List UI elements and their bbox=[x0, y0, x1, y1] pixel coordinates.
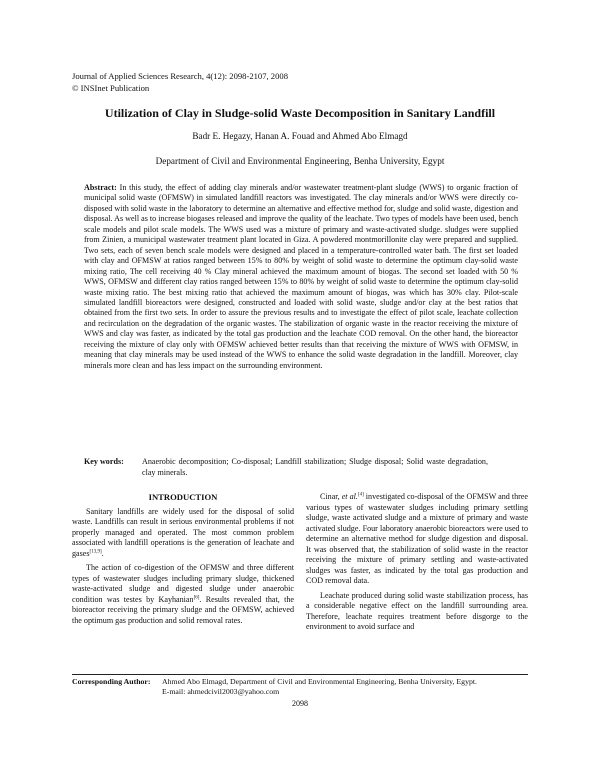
author-list: Badr E. Hegazy, Hanan A. Fouad and Ahmed Abo Elmagd bbox=[192, 131, 408, 141]
keywords-label: Key words: bbox=[84, 457, 124, 466]
abstract-text: In this study, the effect of adding clay minerals and/or wastewater treatment-plant sludge (WWS) to organic fraction of municipal solid waste (OFMSW) in simulated landfill reactors was investigated. The clay minerals and/or WWS were directly co-disposed with solid waste in the laboratory to determine an alternative and effective method for, sludge and solid waste, digestion and disposal. As well as to increase biogases released and improve the quality of the leachate. Two types of models have been used, bench scale models and pilot scale models. The WWS used was a mixture of primary and waste-activated sludge. sludges were supplied from Zinien, a municipal wastewater treatment plant located in Giza. A powdered montmorillonite clay were prepared and supplied. Two sets, each of seven bench scale models were designed and placed in a temperature-controlled water bath. The first set loaded with clay and OFMSW at ratios ranged between 15% to 80% by weight of solid waste to determine the optimum clay-solid waste mixing ratio, The cell receiving 40 % Clay mineral achieved the maximum amount of biogas. The second set loaded with 50 % WWS, OFMSW and different clay ratios ranged between 15% to 80% by weight of solid waste to determine the optimum clay-solid waste mixing ratio. The best mixing ratio that achieved the maximum amount of biogas, was which has 30% clay. Pilot-scale simulated landfill bioreactors were designed, constructed and loaded with solid waste, sludge and/or clay at the best ratios that obtained from the first two sets. In order to assure the previous results and to investigate the effect of pilot scale, leachate collection and recirculation on the degradation of the organic wastes. The stabilization of organic waste in the reactor receiving the mixture of WWS and clay was faster, as indicated by the total gas production and the leachate COD removal. On the other hand, the bioreactor receiving the mixture of clay only with OFMSW achieved better results than that receiving the mixture of WWS with OFMSW, in meaning that clay minerals may be used instead of the WWS to enhance the solid waste degradation in the landfill. Moreover, clay minerals more clean and has less impact on the surrounding environment. bbox=[84, 183, 518, 370]
right-column bbox=[306, 492, 528, 637]
intro-p3-author: Cinar, bbox=[320, 492, 342, 501]
abstract bbox=[84, 183, 518, 371]
citation-ref: [6] bbox=[193, 594, 200, 600]
intro-p3-etal: et al. bbox=[341, 492, 358, 501]
intro-p3-text: investigated co-disposal of the OFMSW and three various types of wastewater sludges including primary settling sludge, waste activated sludge and a mixture of primary and waste activated sludge. Four laboratory anaerobic bioreactors were used to determine an alternative method for sludge digestion and disposal. It was observed that, the stabilization of solid waste in the reactor receiving the mixture of primary settling and waste-activated sludges was faster, as indicated by the total gas production and COD removal data. bbox=[306, 492, 528, 585]
citation-ref: [13,9] bbox=[89, 548, 102, 554]
journal-citation: Journal of Applied Sciences Research, 4(12): 2098-2107, 2008 bbox=[72, 71, 288, 81]
left-column bbox=[72, 492, 294, 630]
intro-paragraph-1: Sanitary landfills are widely used for the disposal of solid waste. Landfills can result in serious environmental problems if not properly managed and operated. The most common problem associated with landfill operations is the generation of leachate and gases[13,9]. bbox=[72, 506, 294, 558]
copyright-notice: © INSInet Publication bbox=[72, 82, 150, 93]
keywords-text: Anaerobic decomposition; Co-disposal; Landfill stabilization; Sludge disposal; Solid waste degradation, clay minerals. bbox=[142, 457, 488, 477]
corresponding-author-name: Ahmed Abo Elmagd, Department of Civil and Environmental Engineering, Benha University, Egypt. bbox=[162, 677, 477, 686]
section-heading-introduction: INTRODUCTION bbox=[148, 492, 218, 502]
intro-p2-text-b: . Results revealed that, the bioreactor receiving the primary sludge and the OFMSW, achieved the optimum gas production and solid removal rates. bbox=[72, 594, 294, 625]
intro-paragraph-2 bbox=[72, 563, 294, 626]
intro-paragraph-4: Leachate produced during solid waste stabilization process, has a considerable negative effect on the landfill surrounding area. Therefore, leachate requires treatment before disgorge to the environment to avoid surface and bbox=[306, 590, 528, 631]
intro-paragraph-3 bbox=[306, 492, 528, 587]
paper-title: Utilization of Clay in Sludge-solid Waste Decomposition in Sanitary Landfill bbox=[104, 106, 496, 120]
keywords bbox=[84, 457, 518, 478]
intro-p1-text: Sanitary landfills are widely used for the disposal of solid waste. Landfills can result in serious environmental problems if not properly managed and operated. The most common problem associated with landfill operations is the generation of leachate and gases bbox=[72, 506, 294, 558]
intro-p2-text-a: The action of co-digestion of the OFMSW and three different types of wastewater sludges including primary sludge, thickened waste-activated sludge and digested sludge under anaerobic condition was testes by Kayhanian bbox=[72, 563, 294, 604]
corresponding-author-label: Corresponding Author: bbox=[72, 677, 151, 686]
journal-header bbox=[72, 71, 288, 94]
abstract-label: Abstract: bbox=[84, 183, 117, 192]
author-affiliation: Department of Civil and Environmental Engineering, Benha University, Egypt bbox=[155, 156, 445, 166]
footnote-divider bbox=[72, 674, 528, 675]
corresponding-author-email: E-mail: ahmedcivil2003@yahoo.com bbox=[162, 687, 280, 696]
page-number: 2098 bbox=[292, 699, 308, 708]
citation-ref: [4] bbox=[357, 492, 364, 498]
